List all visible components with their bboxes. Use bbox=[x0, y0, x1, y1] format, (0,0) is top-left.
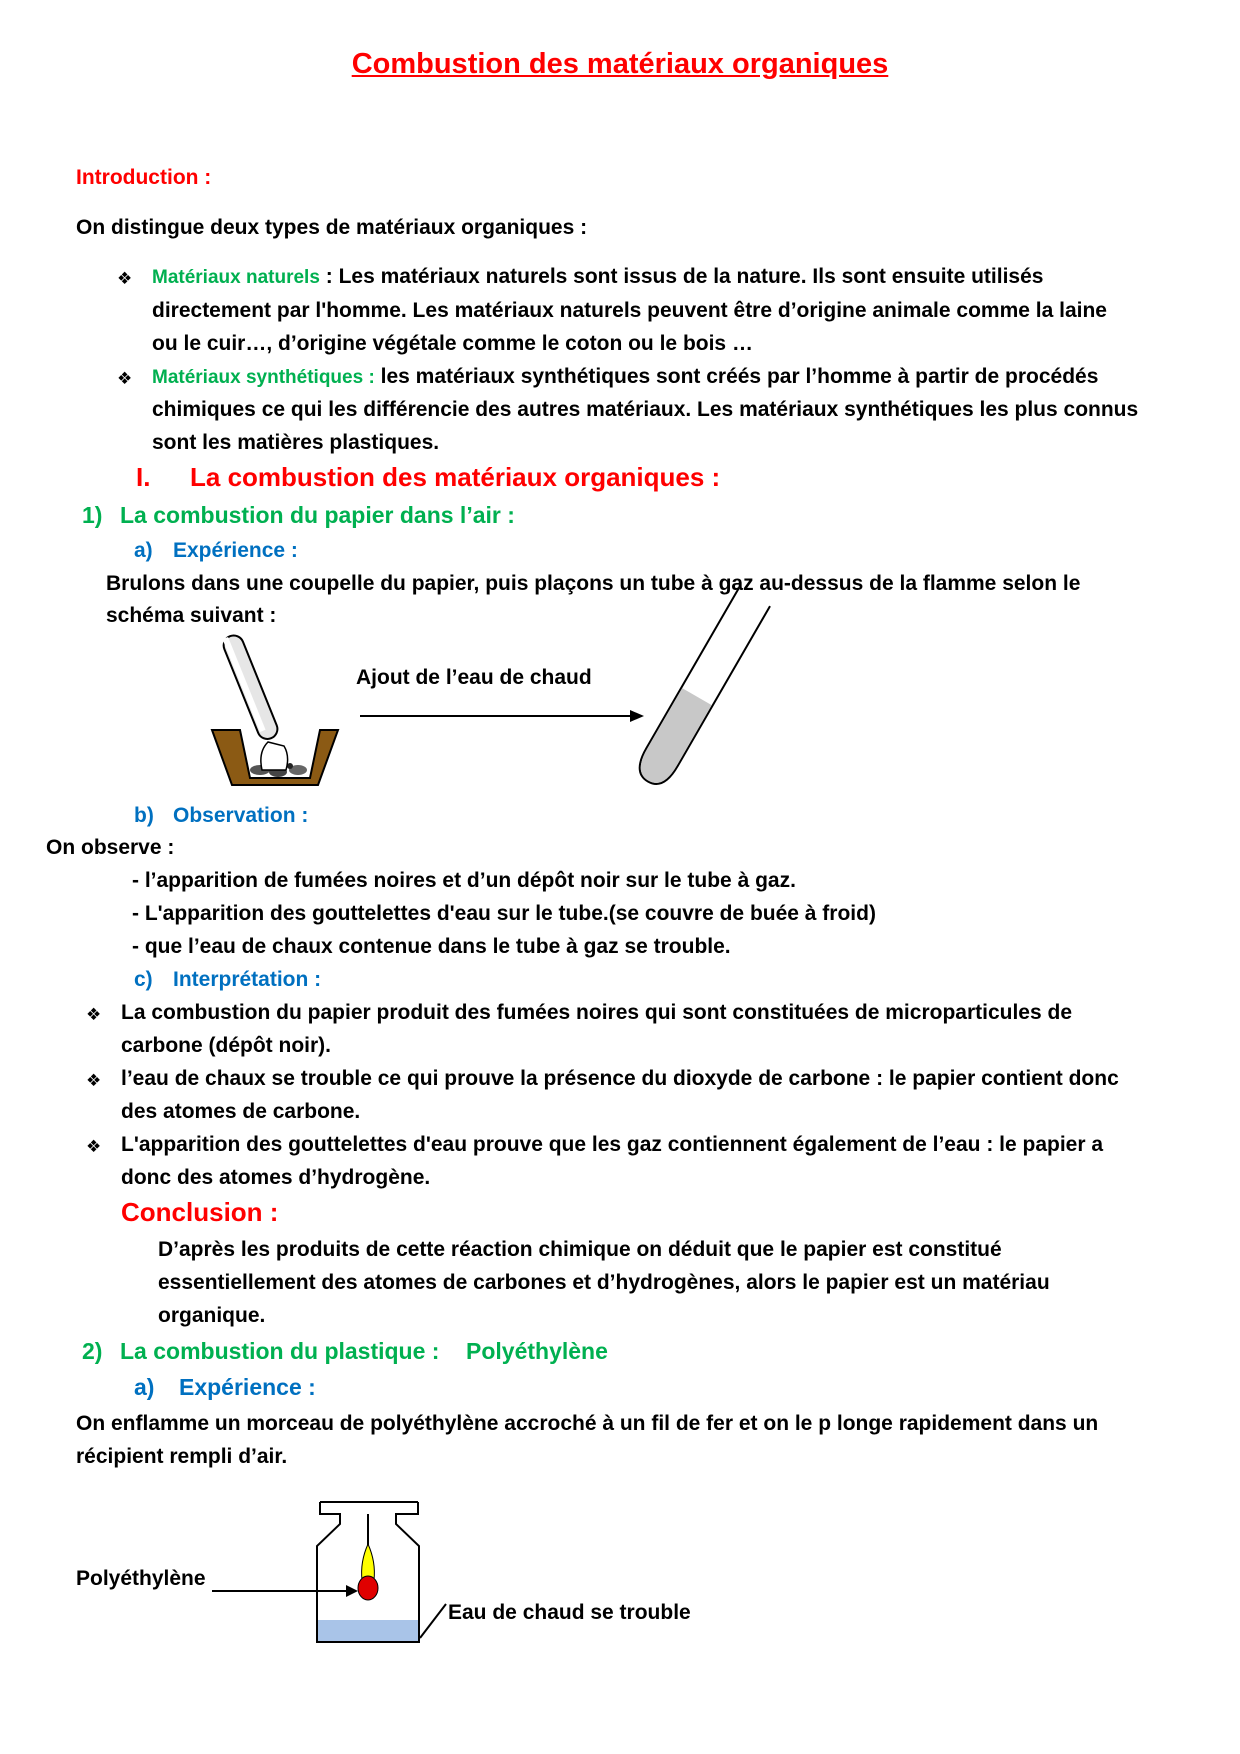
figure1-label: Ajout de l’eau de chaud bbox=[356, 666, 592, 689]
observation-2: - L'apparition des gouttelettes d'eau sur le tube.(se couvre de buée à froid) bbox=[132, 902, 876, 925]
diamond-bullet-icon: ❖ bbox=[117, 269, 133, 288]
intro-heading: Introduction : bbox=[76, 166, 212, 189]
observation-1: - l’apparition de fumées noires et d’un dépôt noir sur le tube à gaz. bbox=[132, 869, 796, 892]
intro-lead: On distingue deux types de matériaux organiques : bbox=[76, 216, 588, 239]
interpretation-3-line2: donc des atomes d’hydrogène. bbox=[121, 1166, 431, 1189]
gas-tube-tilted bbox=[221, 632, 281, 741]
label-limewater: Eau de chaud se trouble bbox=[448, 1601, 691, 1624]
conclusion-line1: D’après les produits de cette réaction chimique on déduit que le papier est constitué bbox=[158, 1238, 1002, 1261]
diamond-bullet-icon: ❖ bbox=[86, 1137, 102, 1156]
bullet-synthetic-line2: chimiques ce qui les différencie des autres matériaux. Les matériaux synthétiques les plus connus bbox=[152, 398, 1139, 421]
sub2-a-heading: Expérience : bbox=[179, 1374, 316, 1400]
page-title: Combustion des matériaux organiques bbox=[351, 48, 889, 80]
bullet-natural-line2: directement par l'homme. Les matériaux naturels peuvent être d’origine animale comme la laine bbox=[152, 299, 1107, 322]
interpretation-1-line1: La combustion du papier produit des fumées noires qui sont constituées de microparticules de bbox=[121, 1001, 1072, 1024]
bullet-natural-line1 bbox=[152, 260, 1043, 294]
sub1-experiment-line1: Brulons dans une coupelle du papier, puis plaçons un tube à gaz au-dessus de la flamme selon le bbox=[106, 572, 1081, 595]
interpretation-2-line2: des atomes de carbone. bbox=[121, 1100, 361, 1123]
arrow-head-icon bbox=[630, 710, 644, 722]
interpretation-2-line1: l’eau de chaux se trouble ce qui prouve la présence du dioxyde de carbone : le papier contient donc bbox=[121, 1067, 1119, 1090]
sub1-b-label: b) bbox=[134, 804, 154, 827]
conclusion-heading: Conclusion : bbox=[121, 1197, 279, 1227]
conclusion-line2: essentiellement des atomes de carbones et d’hydrogènes, alors le papier est un matériau bbox=[158, 1271, 1050, 1294]
polyethylene-combustion-figure bbox=[200, 1500, 480, 1650]
sub1-c-label: c) bbox=[134, 968, 153, 991]
label-polyethylene: Polyéthylène bbox=[76, 1567, 206, 1590]
synthetic-text-1: les matériaux synthétiques sont créés par l’homme à partir de procédés bbox=[374, 365, 1099, 388]
interpretation-1-line2: carbone (dépôt noir). bbox=[121, 1034, 331, 1057]
sub2-number: 2) bbox=[82, 1338, 103, 1364]
sub1-a-label: a) bbox=[134, 539, 153, 562]
interpretation-3-line1: L'apparition des gouttelettes d'eau prouve que les gaz contiennent également de l’eau : le papier a bbox=[121, 1133, 1104, 1156]
sub2-experiment-line2: récipient rempli d’air. bbox=[76, 1445, 288, 1468]
polyethylene-arrow-head-icon bbox=[346, 1585, 358, 1597]
bullet-synthetic-line3: sont les matières plastiques. bbox=[152, 431, 440, 454]
observation-3: - que l’eau de chaux contenue dans le tube à gaz se trouble. bbox=[132, 935, 731, 958]
sub1-experiment-line2: schéma suivant : bbox=[106, 604, 277, 627]
term-synthetic: Matériaux synthétiques : bbox=[152, 367, 375, 388]
limewater-layer bbox=[317, 1620, 419, 1642]
sub2-heading: La combustion du plastique : bbox=[120, 1338, 440, 1364]
bullet-synthetic-line1 bbox=[152, 360, 1098, 394]
bullet-natural-line3: ou le cuir…, d’origine végétale comme le coton ou le bois … bbox=[152, 332, 753, 355]
section-heading: La combustion des matériaux organiques : bbox=[190, 462, 721, 492]
section-numeral: I. bbox=[136, 462, 151, 492]
sub1-a-heading: Expérience : bbox=[173, 539, 298, 562]
sub1-number: 1) bbox=[82, 502, 103, 528]
paper-combustion-figure bbox=[200, 620, 800, 820]
sub2-a-label: a) bbox=[134, 1374, 155, 1400]
sub1-b-heading: Observation : bbox=[173, 804, 309, 827]
water-pointer-line bbox=[420, 1604, 446, 1638]
diamond-bullet-icon: ❖ bbox=[117, 369, 133, 388]
observe-lead: On observe : bbox=[46, 836, 175, 859]
diamond-bullet-icon: ❖ bbox=[86, 1005, 102, 1024]
sub2-experiment-line1: On enflamme un morceau de polyéthylène accroché à un fil de fer et on le p longe rapidement dans un bbox=[76, 1412, 1099, 1435]
conclusion-line3: organique. bbox=[158, 1304, 266, 1327]
paper-piece bbox=[261, 742, 288, 770]
gas-tube-limewater bbox=[632, 588, 770, 790]
sub1-heading: La combustion du papier dans l’air : bbox=[120, 502, 515, 528]
sub2-heading-extra: Polyéthylène bbox=[466, 1338, 608, 1364]
sub1-c-heading: Interprétation : bbox=[173, 968, 322, 991]
diamond-bullet-icon: ❖ bbox=[86, 1071, 102, 1090]
burning-polyethylene bbox=[358, 1576, 378, 1600]
term-natural: Matériaux naturels bbox=[152, 267, 320, 288]
natural-text-1: : Les matériaux naturels sont issus de la nature. Ils sont ensuite utilisés bbox=[319, 265, 1044, 288]
